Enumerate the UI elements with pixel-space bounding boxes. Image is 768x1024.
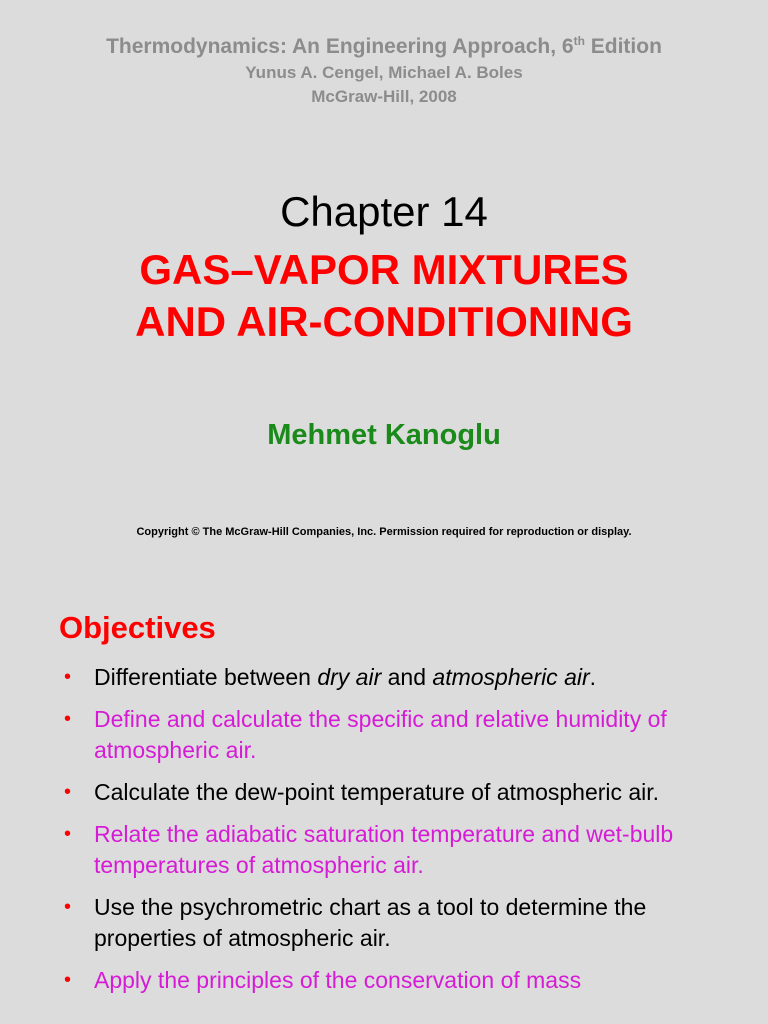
bullet-icon: • xyxy=(64,781,72,803)
objective-emphasis: dry air xyxy=(317,664,382,690)
objective-item xyxy=(0,819,768,881)
book-title xyxy=(0,34,768,60)
copyright-notice: Copyright © The McGraw-Hill Companies, Inc. Permission required for reproduction or display. xyxy=(136,526,632,538)
objectives-heading: Objectives xyxy=(59,610,216,645)
book-title-edition: Edition xyxy=(584,35,662,58)
chapter-title xyxy=(0,244,768,348)
objective-text: Apply the principles of the conservation of mass xyxy=(94,967,582,993)
objective-item xyxy=(0,892,768,954)
author-name: Mehmet Kanoglu xyxy=(267,419,501,451)
objective-text: Define and calculate the specific and relative humidity of atmospheric air. xyxy=(94,706,667,763)
objective-text: Relate the adiabatic saturation temperature and wet-bulb temperatures of atmospheric air. xyxy=(94,821,674,878)
objective-item xyxy=(0,777,768,808)
chapter-title-line-1: GAS–VAPOR MIXTURES xyxy=(139,246,629,293)
chapter-title-line-2: AND AIR-CONDITIONING xyxy=(135,298,633,345)
objective-text: . xyxy=(589,664,597,690)
bullet-icon: • xyxy=(64,708,72,730)
book-title-main: Thermodynamics: An Engineering Approach, 6 xyxy=(106,35,574,58)
objective-text: Use the psychrometric chart as a tool to determine the properties of atmospheric air. xyxy=(94,894,647,951)
objective-item xyxy=(0,662,768,693)
book-title-superscript: th xyxy=(573,34,585,48)
bullet-icon: • xyxy=(64,823,72,845)
objectives-slide xyxy=(0,568,768,1024)
book-authors: Yunus A. Cengel, Michael A. Boles xyxy=(245,63,523,82)
objective-item xyxy=(0,965,768,996)
bullet-icon: • xyxy=(64,969,72,991)
objective-text: Calculate the dew-point temperature of atmospheric air. xyxy=(94,779,660,805)
objective-text: Differentiate between xyxy=(94,664,318,690)
objective-text: and xyxy=(381,664,433,690)
bullet-icon: • xyxy=(64,666,72,688)
objective-item xyxy=(0,704,768,766)
chapter-number: Chapter 14 xyxy=(280,188,488,235)
bullet-icon: • xyxy=(64,896,72,918)
book-publisher: McGraw-Hill, 2008 xyxy=(311,87,457,106)
objectives-list xyxy=(0,662,768,1007)
objective-emphasis: atmospheric air xyxy=(432,664,590,690)
